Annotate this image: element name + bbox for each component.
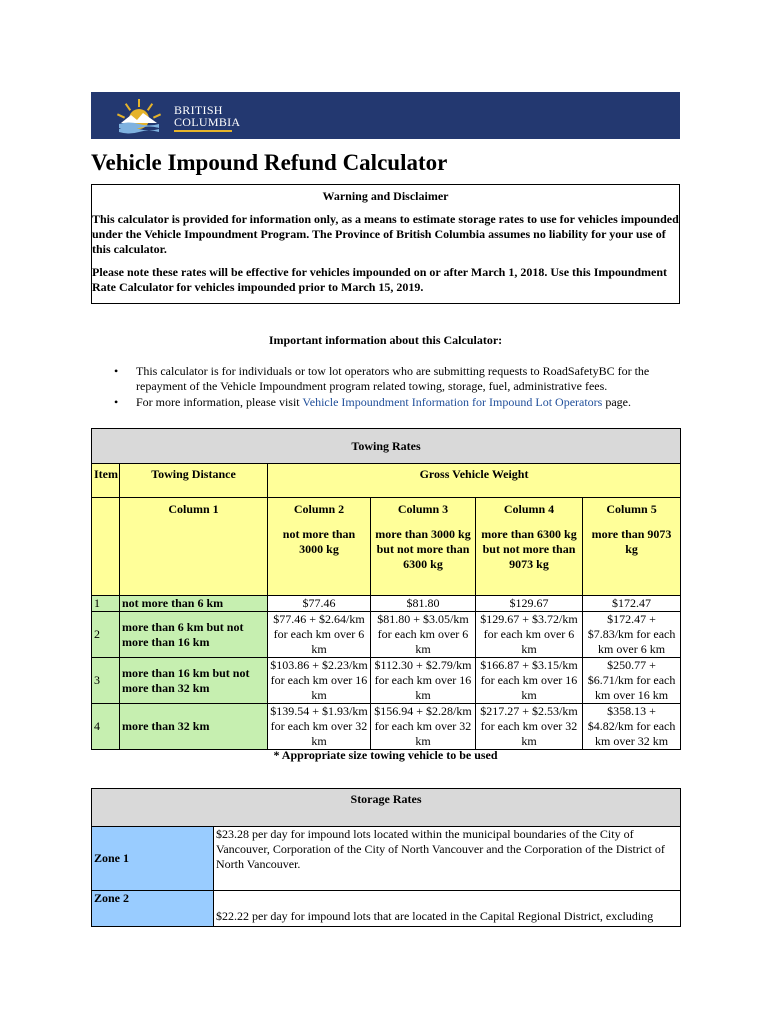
bc-logo-text — [174, 104, 240, 128]
towing-rates-table — [91, 428, 681, 750]
rate-cell: $250.77 + $6.71/km for each km over 16 km — [583, 658, 681, 704]
rate-cell: $81.80 — [371, 596, 476, 612]
table-row — [92, 612, 681, 658]
zone-1-rate: $23.28 per day for impound lots located within the municipal boundaries of the City of Vancouver, Corporation of the City of North Vancouver and the Corporation of the District of North Vancouver. — [214, 827, 681, 891]
bullet-text-2-suffix: page. — [602, 395, 632, 409]
rate-cell: $77.46 — [268, 596, 371, 612]
item-cell: 2 — [92, 612, 120, 658]
bullet-text-1: This calculator is for individuals or tow lot operators who are submitting requests to RoadSafetyBC for the repayment of the Vehicle Impoundment program related towing, storage, fuel, administrative fees. — [136, 364, 650, 393]
list-item — [110, 364, 682, 394]
disclaimer-heading: Warning and Disclaimer — [322, 189, 449, 203]
table-row — [92, 596, 681, 612]
list-item — [110, 395, 682, 410]
column-2-header — [268, 498, 371, 596]
rate-cell: $166.87 + $3.15/km for each km over 16 km — [476, 658, 583, 704]
rate-cell: $129.67 — [476, 596, 583, 612]
rate-cell: $172.47 — [583, 596, 681, 612]
distance-cell: more than 32 km — [120, 704, 268, 750]
item-blank-cell — [92, 498, 120, 596]
important-list — [110, 364, 682, 411]
disclaimer-paragraph-2: Please note these rates will be effective for vehicles impounded on or after March 1, 2018. Use this Impoundment Rate Calculator for vehicles impounded prior to March 15, 2019. — [92, 265, 668, 294]
column-3-label: Column 3 — [397, 502, 449, 516]
storage-rates-title: Storage Rates — [92, 789, 681, 827]
zone-1-label: Zone 1 — [92, 827, 214, 891]
storage-rates-table — [91, 788, 681, 927]
column-5-header — [583, 498, 681, 596]
disclaimer-box — [91, 184, 680, 304]
bc-logo-rule — [174, 130, 232, 132]
bullet-icon: • — [114, 395, 119, 409]
impound-lot-operators-link[interactable]: Vehicle Impoundment Information for Impound Lot Operators — [302, 395, 603, 409]
item-cell: 3 — [92, 658, 120, 704]
rate-cell: $217.27 + $2.53/km for each km over 32 km — [476, 704, 583, 750]
column-2-label: Column 2 — [293, 502, 345, 516]
column-3-weight: more than 3000 kg but not more than 6300 kg — [375, 527, 471, 571]
distance-cell: more than 6 km but not more than 16 km — [120, 612, 268, 658]
rate-cell: $129.67 + $3.72/km for each km over 6 km — [476, 612, 583, 658]
rate-cell: $103.86 + $2.23/km for each km over 16 km — [268, 658, 371, 704]
zone-2-label: Zone 2 — [92, 891, 214, 927]
column-4-label: Column 4 — [503, 502, 555, 516]
towing-rates-title: Towing Rates — [92, 429, 681, 464]
rate-cell: $112.30 + $2.79/km for each km over 16 km — [371, 658, 476, 704]
zone-2-rate: $22.22 per day for impound lots that are located in the Capital Regional District, excluding — [214, 891, 681, 927]
rate-cell: $156.94 + $2.28/km for each km over 32 km — [371, 704, 476, 750]
column-5-weight: more than 9073 kg — [591, 527, 672, 556]
bullet-icon: • — [114, 364, 119, 378]
disclaimer-paragraph-1: This calculator is provided for information only, as a means to estimate storage rates to use for vehicles impounded under the Vehicle Impoundment Program. The Province of British Columbia assumes no liability for your use of this calculator. — [92, 212, 679, 256]
column-1-header: Column 1 — [120, 498, 268, 596]
column-3-header — [371, 498, 476, 596]
bc-sun-icon — [117, 97, 171, 135]
bc-logo-line2: COLUMBIA — [174, 115, 241, 129]
item-cell: 1 — [92, 596, 120, 612]
bullet-text-2-prefix: For more information, please visit — [136, 395, 303, 409]
item-header: Item — [92, 464, 120, 498]
gross-vehicle-weight-header: Gross Vehicle Weight — [268, 464, 681, 498]
table-row — [92, 704, 681, 750]
column-4-header — [476, 498, 583, 596]
rate-cell: $172.47 + $7.83/km for each km over 6 km — [583, 612, 681, 658]
column-2-weight: not more than 3000 kg — [282, 527, 356, 556]
column-4-weight: more than 6300 kg but not more than 9073 kg — [481, 527, 577, 571]
bc-logo-line1: BRITISH — [174, 103, 223, 117]
bc-logo[interactable] — [117, 97, 257, 135]
rate-cell: $139.54 + $1.93/km for each km over 32 km — [268, 704, 371, 750]
bc-banner — [91, 92, 680, 139]
item-cell: 4 — [92, 704, 120, 750]
towing-distance-header: Towing Distance — [120, 464, 268, 498]
distance-cell: more than 16 km but not more than 32 km — [120, 658, 268, 704]
table-row — [92, 827, 681, 891]
table-row — [92, 658, 681, 704]
distance-cell: not more than 6 km — [120, 596, 268, 612]
important-heading: Important information about this Calculator: — [268, 333, 503, 347]
rate-cell: $358.13 + $4.82/km for each km over 32 km — [583, 704, 681, 750]
rate-cell: $77.46 + $2.64/km for each km over 6 km — [268, 612, 371, 658]
rate-cell: $81.80 + $3.05/km for each km over 6 km — [371, 612, 476, 658]
column-5-label: Column 5 — [606, 502, 657, 516]
table-row — [92, 891, 681, 927]
towing-note: * Appropriate size towing vehicle to be used — [273, 748, 498, 762]
page-title: Vehicle Impound Refund Calculator — [91, 150, 448, 175]
